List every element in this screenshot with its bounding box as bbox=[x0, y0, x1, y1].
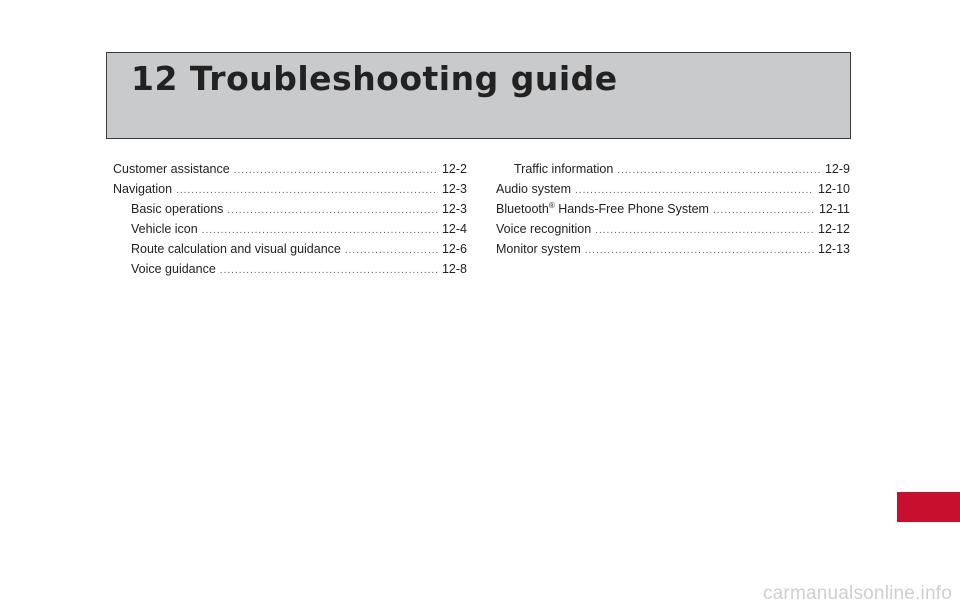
toc-leader-dots bbox=[595, 225, 814, 236]
toc-entry[interactable] bbox=[113, 182, 467, 202]
watermark-text: carmanualsonline.info bbox=[762, 583, 952, 604]
toc-entry-label: Route calculation and visual guidance bbox=[131, 242, 341, 256]
toc-subentry[interactable] bbox=[496, 162, 850, 182]
toc-entry-page: 12-10 bbox=[818, 182, 850, 196]
toc-leader-dots bbox=[345, 245, 438, 256]
toc-entry[interactable] bbox=[496, 242, 850, 262]
toc-subentry[interactable] bbox=[113, 222, 467, 242]
toc-entry-page: 12-4 bbox=[441, 222, 467, 236]
toc-entry-label: Basic operations bbox=[131, 202, 224, 216]
toc-entry-label: Monitor system bbox=[496, 242, 581, 256]
toc-entry-label: Traffic information bbox=[514, 162, 614, 176]
toc-leader-dots bbox=[220, 265, 438, 276]
toc-entry-page: 12-11 bbox=[818, 202, 850, 216]
toc-leader-dots bbox=[575, 185, 814, 196]
toc-entry-page: 12-3 bbox=[441, 182, 467, 196]
toc-leader-dots bbox=[227, 205, 438, 216]
toc-entry-page: 12-2 bbox=[441, 162, 467, 176]
registered-mark: ® bbox=[548, 200, 555, 210]
chapter-title: 12 Troubleshooting guide bbox=[131, 59, 618, 98]
toc-label-part: Hands-Free Phone System bbox=[554, 202, 709, 216]
toc-column-left bbox=[113, 162, 467, 282]
toc-entry-page: 12-6 bbox=[441, 242, 467, 256]
toc-entry-label: Voice recognition bbox=[496, 222, 592, 236]
toc-entry-label bbox=[496, 202, 709, 216]
toc-entry-label: Voice guidance bbox=[131, 262, 216, 276]
toc-leader-dots bbox=[585, 245, 814, 256]
toc-entry[interactable] bbox=[496, 202, 850, 222]
toc-entry-page: 12-8 bbox=[441, 262, 467, 276]
chapter-banner bbox=[106, 52, 851, 139]
toc-entry[interactable] bbox=[113, 162, 467, 182]
toc-entry-page: 12-9 bbox=[824, 162, 850, 176]
toc-subentry[interactable] bbox=[113, 202, 467, 222]
toc-entry[interactable] bbox=[496, 182, 850, 202]
toc-entry-label: Navigation bbox=[113, 182, 173, 196]
toc-entry-label: Vehicle icon bbox=[131, 222, 198, 236]
toc-label-part: Bluetooth bbox=[496, 202, 549, 216]
toc-entry[interactable] bbox=[496, 222, 850, 242]
toc-leader-dots bbox=[202, 225, 438, 236]
toc-entry-page: 12-3 bbox=[441, 202, 467, 216]
toc-entry-page: 12-12 bbox=[818, 222, 850, 236]
toc-entry-label: Audio system bbox=[496, 182, 572, 196]
toc-leader-dots bbox=[176, 185, 438, 196]
toc-leader-dots bbox=[713, 205, 815, 216]
toc-entry-label: Customer assistance bbox=[113, 162, 230, 176]
toc-subentry[interactable] bbox=[113, 262, 467, 282]
toc-leader-dots bbox=[617, 165, 821, 176]
toc-leader-dots bbox=[234, 165, 438, 176]
chapter-tab-marker bbox=[897, 492, 960, 522]
toc-column-right bbox=[496, 162, 850, 262]
toc-entry-page: 12-13 bbox=[818, 242, 850, 256]
toc-subentry[interactable] bbox=[113, 242, 467, 262]
